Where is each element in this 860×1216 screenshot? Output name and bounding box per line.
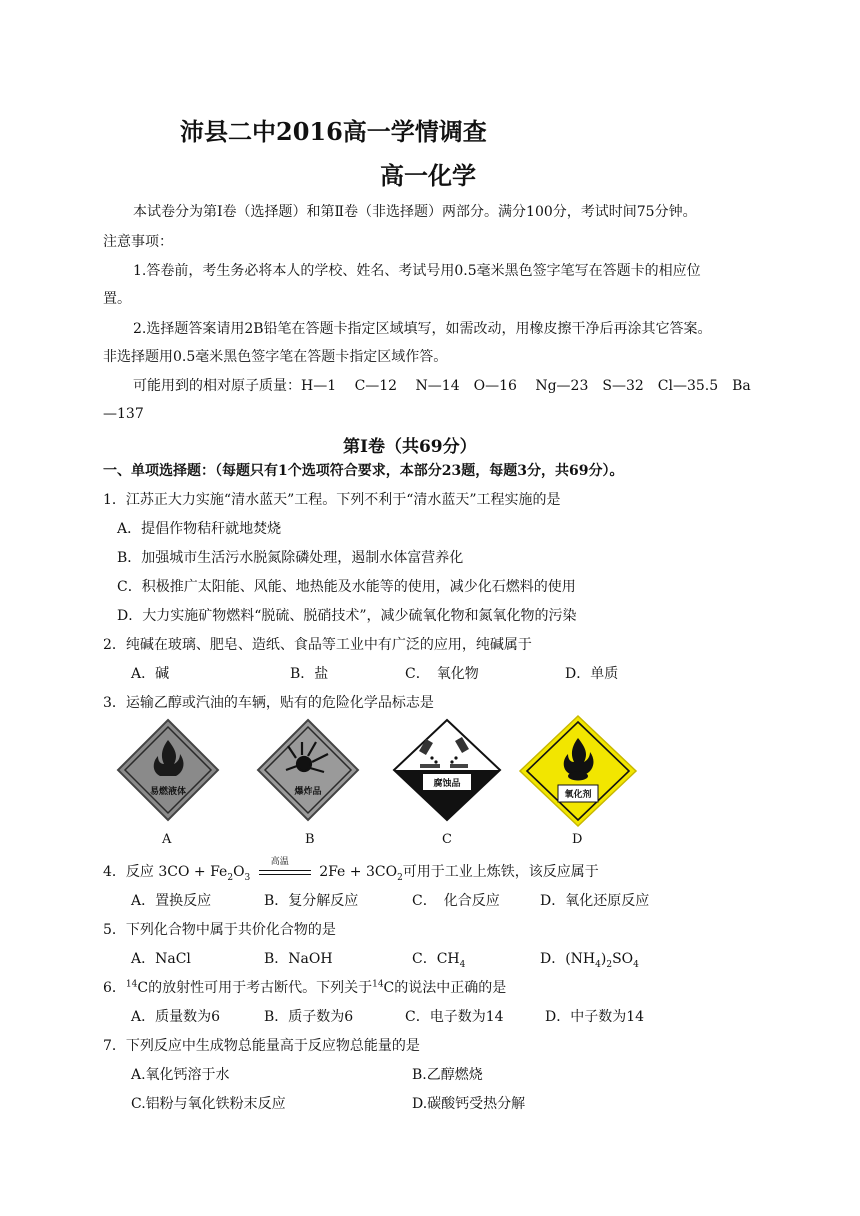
question-6-option-d: D．中子数为14 <box>545 1009 645 1025</box>
question-1-option-b: B．加强城市生活污水脱氮除磷处理，遏制水体富营养化 <box>117 550 464 566</box>
question-1-option-c: C．积极推广太阳能、风能、地热能及水能等的使用，减少化石燃料的使用 <box>117 579 576 595</box>
notice-item-1-cont: 置。 <box>103 291 131 307</box>
question-1-option-a: A．提倡作物秸秆就地焚烧 <box>117 521 282 537</box>
flammable-liquid-sign <box>116 718 220 822</box>
section-heading: 一、单项选择题：（每题只有1个选项符合要求，本部分23题，每题3分，共69分）。 <box>103 463 624 479</box>
oxidizer-sign <box>518 714 638 828</box>
question-1-option-d: D．大力实施矿物燃料“脱硫、脱硝技术”，减少硫氧化物和氮氧化物的污染 <box>117 608 577 624</box>
question-2-stem: 2．纯碱在玻璃、肥皂、造纸、食品等工业中有广泛的应用，纯碱属于 <box>103 637 532 653</box>
atomic-masses-cont: —137 <box>103 406 144 422</box>
notice-heading: 注意事项： <box>103 234 173 250</box>
question-5-stem: 5．下列化合物中属于共价化合物的是 <box>103 922 336 938</box>
question-1-stem: 1．江苏正大力实施“清水蓝天”工程。下列不利于“清水蓝天”工程实施的是 <box>103 492 561 508</box>
question-4-option-a: A．置换反应 <box>131 893 212 909</box>
sign-d-caption: D <box>572 832 583 847</box>
question-4-option-b: B．复分解反应 <box>264 893 359 909</box>
question-5-option-b: B．NaOH <box>264 951 333 967</box>
sign-b-label: 爆炸品 <box>294 787 322 797</box>
reaction-condition: 高温 <box>270 857 289 867</box>
part-title: 第Ⅰ卷（共69分） <box>343 437 477 457</box>
question-5-option-c: C．$CH_4$ <box>412 951 466 970</box>
question-7-option-b: B.乙醇燃烧 <box>412 1067 483 1083</box>
sign-c-caption: C <box>442 832 452 847</box>
question-2-option-b: B．盐 <box>290 666 329 682</box>
question-4-stem: 4．反应 $3CO + Fe_2O_3$ 高温 $2Fe + 3CO_2$可用于工业上炼铁，该反应属于 <box>103 863 599 881</box>
sign-a-caption: A <box>162 832 172 847</box>
question-2-option-a: A．碱 <box>131 666 170 682</box>
reaction-arrow <box>259 857 311 879</box>
atomic-masses: 可能用到的相对原子质量：H—1 C—12 N—14 O—16 Ng—23 S—32 Cl—35.5 Ba <box>133 378 751 394</box>
school-title: 沛县二中2016高一学情调查 <box>180 117 487 146</box>
notice-item-2-cont: 非选择题用0.5毫米黑色签字笔在答题卡指定区域作答。 <box>103 349 448 365</box>
notice-item-2: 2.选择题答案请用2B铅笔在答题卡指定区域填写，如需改动，用橡皮擦干净后再涂其它答案。 <box>133 321 712 337</box>
sign-d-label: 氧化剂 <box>564 790 592 800</box>
question-5-option-d: D．$(NH_4)_2SO_4$ <box>540 951 639 970</box>
question-7-option-c: C.铝粉与氧化铁粉末反应 <box>131 1096 286 1112</box>
question-2-option-c: C． 氧化物 <box>405 666 479 682</box>
question-5-option-a: A．NaCl <box>131 951 191 967</box>
question-6-option-a: A．质量数为6 <box>131 1009 221 1025</box>
sign-b-caption: B <box>305 832 315 847</box>
notice-item-1: 1.答卷前，考生务必将本人的学校、姓名、考试号用0.5毫米黑色签字笔写在答题卡的相应位 <box>133 263 701 279</box>
question-4-option-c: C． 化合反应 <box>412 893 500 909</box>
intro-line: 本试卷分为第Ⅰ卷（选择题）和第Ⅱ卷（非选择题）两部分。满分100分，考试时间75分钟。 <box>133 204 697 220</box>
sign-c-label: 腐蚀品 <box>433 779 461 789</box>
subject-title: 高一化学 <box>380 161 476 190</box>
question-6-option-c: C．电子数为14 <box>405 1009 504 1025</box>
question-3-stem: 3．运输乙醇或汽油的车辆，贴有的危险化学品标志是 <box>103 695 434 711</box>
question-6-stem: 6．$^{14}$C的放射性可用于考古断代。下列关于$^{14}$C的说法中正确的是 <box>103 979 507 996</box>
question-7-option-a: A.氧化钙溶于水 <box>131 1067 230 1083</box>
question-4-option-d: D．氧化还原反应 <box>540 893 650 909</box>
explosive-sign <box>256 718 360 822</box>
question-6-option-b: B．质子数为6 <box>264 1009 354 1025</box>
sign-a-label: 易燃液体 <box>149 787 187 797</box>
question-7-option-d: D.碳酸钙受热分解 <box>412 1096 526 1112</box>
question-7-stem: 7．下列反应中生成物总能量高于反应物总能量的是 <box>103 1038 420 1054</box>
corrosive-sign <box>392 718 502 822</box>
question-2-option-d: D．单质 <box>565 666 619 682</box>
